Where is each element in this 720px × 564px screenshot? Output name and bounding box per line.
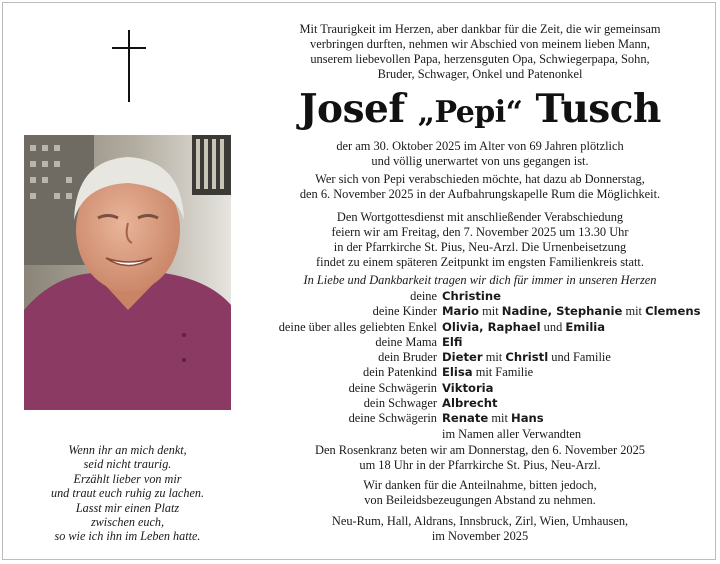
family-names (442, 289, 710, 304)
deceased-name (250, 87, 710, 135)
connector-text: mit Familie (472, 365, 534, 380)
connector-text: mit (482, 350, 506, 365)
service-line: Den Wortgottesdienst mit anschließender Verabschiedung (336, 210, 624, 224)
place-line: Neu-Rum, Hall, Aldrans, Innsbruck, Zirl, Wien, Umhausen, (331, 514, 629, 528)
family-row (250, 427, 710, 442)
family-member-name: Emilia (565, 319, 606, 334)
relation-label: deine (410, 289, 437, 303)
connector-text: und (540, 319, 566, 334)
family-names (442, 396, 710, 411)
poem-line: Erzählt lieber von mir (73, 471, 182, 486)
last-name: Tusch (535, 86, 661, 132)
farewell-line: Wer sich von Pepi verabschieden möchte, hat dazu ab Donnerstag, (315, 172, 645, 186)
place-line: im November 2025 (431, 529, 529, 543)
family-row (250, 335, 710, 350)
intro-line: verbringen durften, nehmen wir Abschied von meinem lieben Mann, (310, 37, 650, 51)
connector-text: mit (622, 304, 646, 319)
relation-label: deine über alles geliebten Enkel (278, 319, 437, 334)
family-row (250, 365, 710, 380)
service-line: findet zu einem späteren Zeitpunkt im engsten Familienkreis statt. (316, 255, 644, 269)
first-name: Josef (299, 86, 405, 132)
family-row (250, 289, 710, 304)
poem (20, 443, 235, 544)
relation-label: deine Kinder (372, 304, 437, 319)
family-member-name: Elisa (442, 365, 473, 380)
family-member-name: Dieter (442, 350, 483, 365)
relation-label (250, 427, 442, 442)
relation-label: deine Schwägerin (348, 380, 437, 395)
thanks-line: Wir danken für die Anteilnahme, bitten jedoch, (363, 478, 597, 492)
farewell-line: den 6. November 2025 in der Aufbahrungskapelle Rum die Möglichkeit. (299, 187, 661, 201)
family-member-name: Renate (442, 411, 489, 426)
service-line: in der Pfarrkirche St. Pius, Neu-Arzl. Die Urnenbeisetzung (333, 240, 627, 254)
family-row (250, 320, 710, 335)
family-row (250, 350, 710, 365)
relation-label: dein Bruder (378, 350, 437, 365)
service-line: feiern wir am Freitag, den 7. November 2025 um 13.30 Uhr (331, 225, 629, 239)
poem-line: Wenn ihr an mich denkt, (68, 443, 187, 457)
portrait-photo (24, 135, 231, 410)
death-line: und völlig unerwartet von uns gegangen ist. (371, 154, 589, 168)
cross-icon (112, 30, 146, 102)
nickname: „Pepi“ (417, 95, 523, 130)
family-member-name: Christl (505, 350, 549, 365)
family-member-name: Clemens (645, 304, 701, 319)
rosary-text (250, 443, 710, 473)
connector-text: im Namen aller Verwandten (442, 426, 582, 441)
family-member-name: Hans (511, 411, 544, 426)
connector-text: und Familie (548, 350, 611, 365)
family-names (442, 381, 710, 396)
rosary-line: um 18 Uhr in der Pfarrkirche St. Pius, Neu-Arzl. (359, 458, 601, 472)
connector-text: mit (488, 411, 511, 426)
family-member-name: Albrecht (442, 396, 498, 411)
relation-label: deine Mama (375, 334, 437, 349)
relation-label: dein Patenkind (363, 365, 437, 380)
poem-line: zwischen euch, (90, 515, 165, 530)
family-names (442, 365, 710, 380)
family-names (442, 427, 710, 442)
relation-label: deine Schwägerin (348, 411, 437, 426)
love-line: In Liebe und Dankbarkeit tragen wir dich für immer in unseren Herzen (303, 273, 657, 287)
connector-text: mit (479, 304, 502, 319)
poem-line: so wie ich ihn im Leben hatte. (54, 529, 201, 544)
intro-text (250, 22, 710, 82)
family-member-name: Mario (442, 304, 480, 319)
farewell-text (250, 172, 710, 202)
intro-line: Mit Traurigkeit im Herzen, aber dankbar für die Zeit, die wir gemeinsam (299, 22, 661, 36)
relation-label: dein Schwager (363, 396, 437, 411)
family-member-name: Elfi (442, 334, 463, 349)
place-date-text (250, 514, 710, 544)
family-member-name: Christine (442, 289, 501, 303)
family-member-name: Viktoria (442, 380, 494, 395)
thanks-text (250, 478, 710, 508)
family-member-name: Nadine, Stephanie (501, 304, 623, 319)
family-names (442, 335, 710, 350)
family-list (250, 289, 710, 442)
death-text (250, 139, 710, 169)
family-names (442, 320, 710, 335)
service-text (250, 210, 710, 270)
poem-line: seid nicht traurig. (83, 457, 172, 472)
thanks-line: von Beileidsbezeugungen Abstand zu nehmen. (364, 493, 596, 507)
intro-line: Bruder, Schwager, Onkel und Patenonkel (377, 67, 583, 81)
intro-line: unserem liebevollen Papa, herzensguten Opa, Schwiegerpapa, Sohn, (310, 52, 650, 66)
family-names (442, 411, 710, 426)
poem-line: und traut euch ruhig zu lachen. (50, 486, 204, 501)
poem-line: Lasst mir einen Platz (75, 500, 180, 515)
family-row (250, 411, 710, 426)
family-row (250, 381, 710, 396)
family-row (250, 304, 710, 319)
family-member-name: Olivia, Raphael (442, 319, 541, 334)
rosary-line: Den Rosenkranz beten wir am Donnerstag, den 6. November 2025 (315, 443, 645, 457)
family-names (442, 350, 710, 365)
family-names (442, 304, 710, 319)
death-line: der am 30. Oktober 2025 im Alter von 69 Jahren plötzlich (336, 139, 624, 153)
family-row (250, 396, 710, 411)
